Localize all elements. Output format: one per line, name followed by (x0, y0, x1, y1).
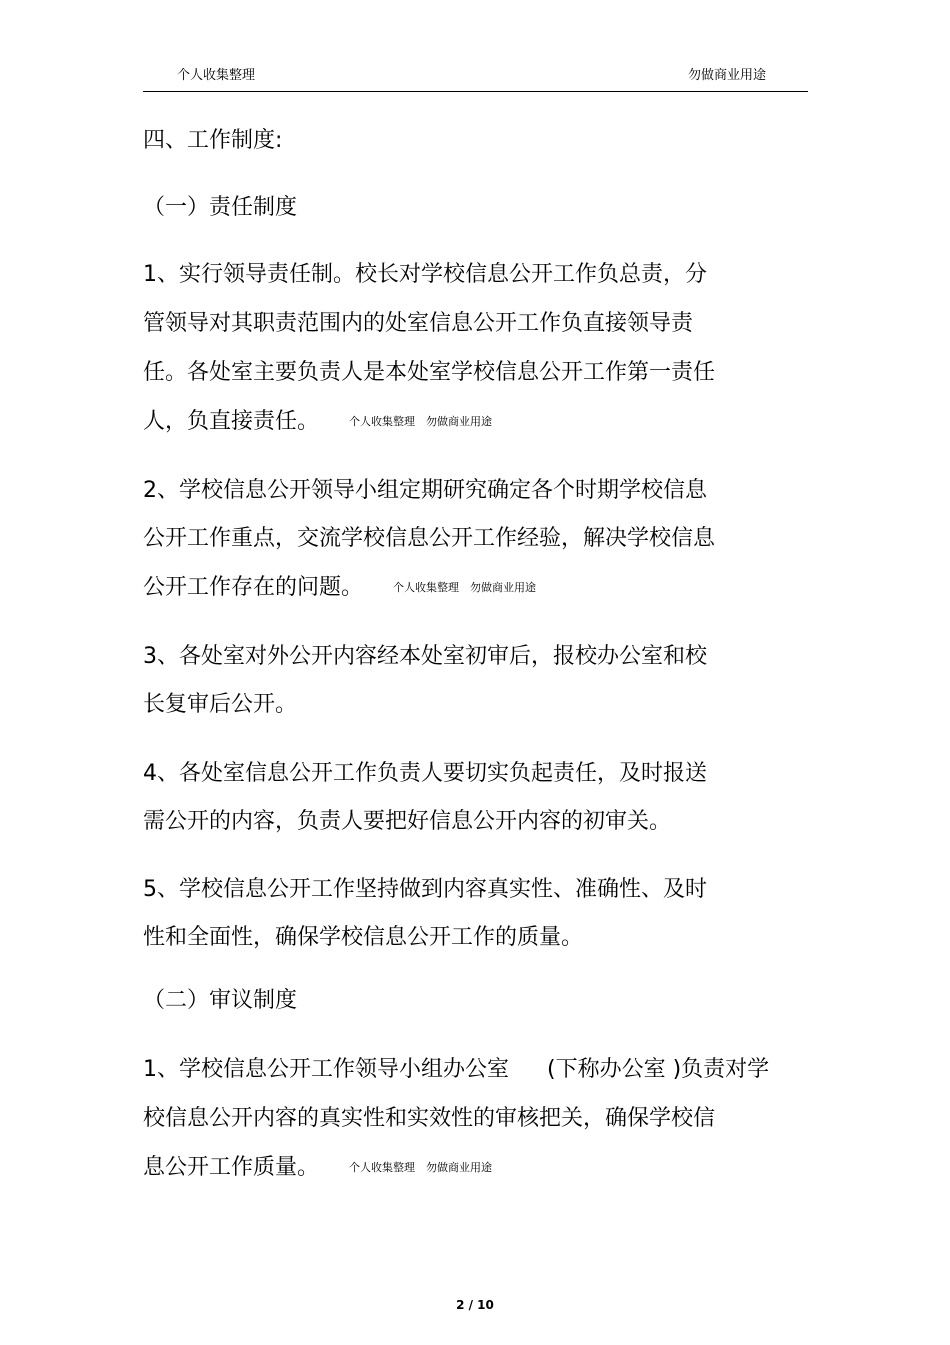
item2-line3 (143, 573, 536, 603)
item2-line3-text: 公开工作存在的问题。 (143, 575, 364, 600)
item6-line3-text: 息公开工作质量。 (143, 1155, 320, 1180)
item3-line1: 3、各处室对外公开内容经本处室初审后，报校办公室和校 (143, 644, 707, 669)
item1-line1: 1、实行领导责任制。校长对学校信息公开工作负总责，分 (143, 262, 707, 287)
item6-line2: 校信息公开内容的真实性和实效性的审核把关，确保学校信 (143, 1106, 716, 1131)
section-title: 四、工作制度: (143, 128, 283, 153)
item1-watermark-note: 个人收集整理 勿做商业用途 (349, 415, 493, 428)
subsection-heading-responsibility: （一）责任制度 (143, 195, 298, 220)
item4-line1: 4、各处室信息公开工作负责人要切实负起责任，及时报送 (143, 761, 707, 786)
item2-line2: 公开工作重点，交流学校信息公开工作经验，解决学校信息 (143, 526, 716, 551)
item1-line4 (143, 407, 492, 437)
page-header (143, 64, 808, 92)
item6-line1-part-b: (下称办公室 )负责对学 (547, 1057, 770, 1082)
item3-line2: 长复审后公开。 (143, 692, 298, 717)
item4-line2: 需公开的内容，负责人要把好信息公开内容的初审关。 (143, 809, 672, 834)
item6-line3 (143, 1153, 492, 1183)
item6-line1-part-a: 1、学校信息公开工作领导小组办公室 (143, 1057, 509, 1082)
item1-line4-text: 人，负直接责任。 (143, 409, 320, 434)
item5-line2: 性和全面性，确保学校信息公开工作的质量。 (143, 925, 584, 950)
item2-watermark-note: 个人收集整理 勿做商业用途 (393, 581, 537, 594)
item5-line1: 5、学校信息公开工作坚持做到内容真实性、准确性、及时 (143, 877, 707, 902)
page-number: 2 / 10 (456, 1298, 494, 1312)
item6-line1 (143, 1055, 769, 1085)
header-right-text: 勿做商业用途 (688, 68, 767, 83)
item2-line1: 2、学校信息公开领导小组定期研究确定各个时期学校信息 (143, 478, 707, 503)
subsection-heading-review: （二）审议制度 (143, 988, 298, 1013)
item6-watermark-note: 个人收集整理 勿做商业用途 (349, 1161, 493, 1174)
header-left-text: 个人收集整理 (177, 68, 256, 83)
item1-line3: 任。各处室主要负责人是本处室学校信息公开工作第一责任 (143, 360, 716, 385)
item1-line2: 管领导对其职责范围内的处室信息公开工作负直接领导责 (143, 311, 694, 336)
